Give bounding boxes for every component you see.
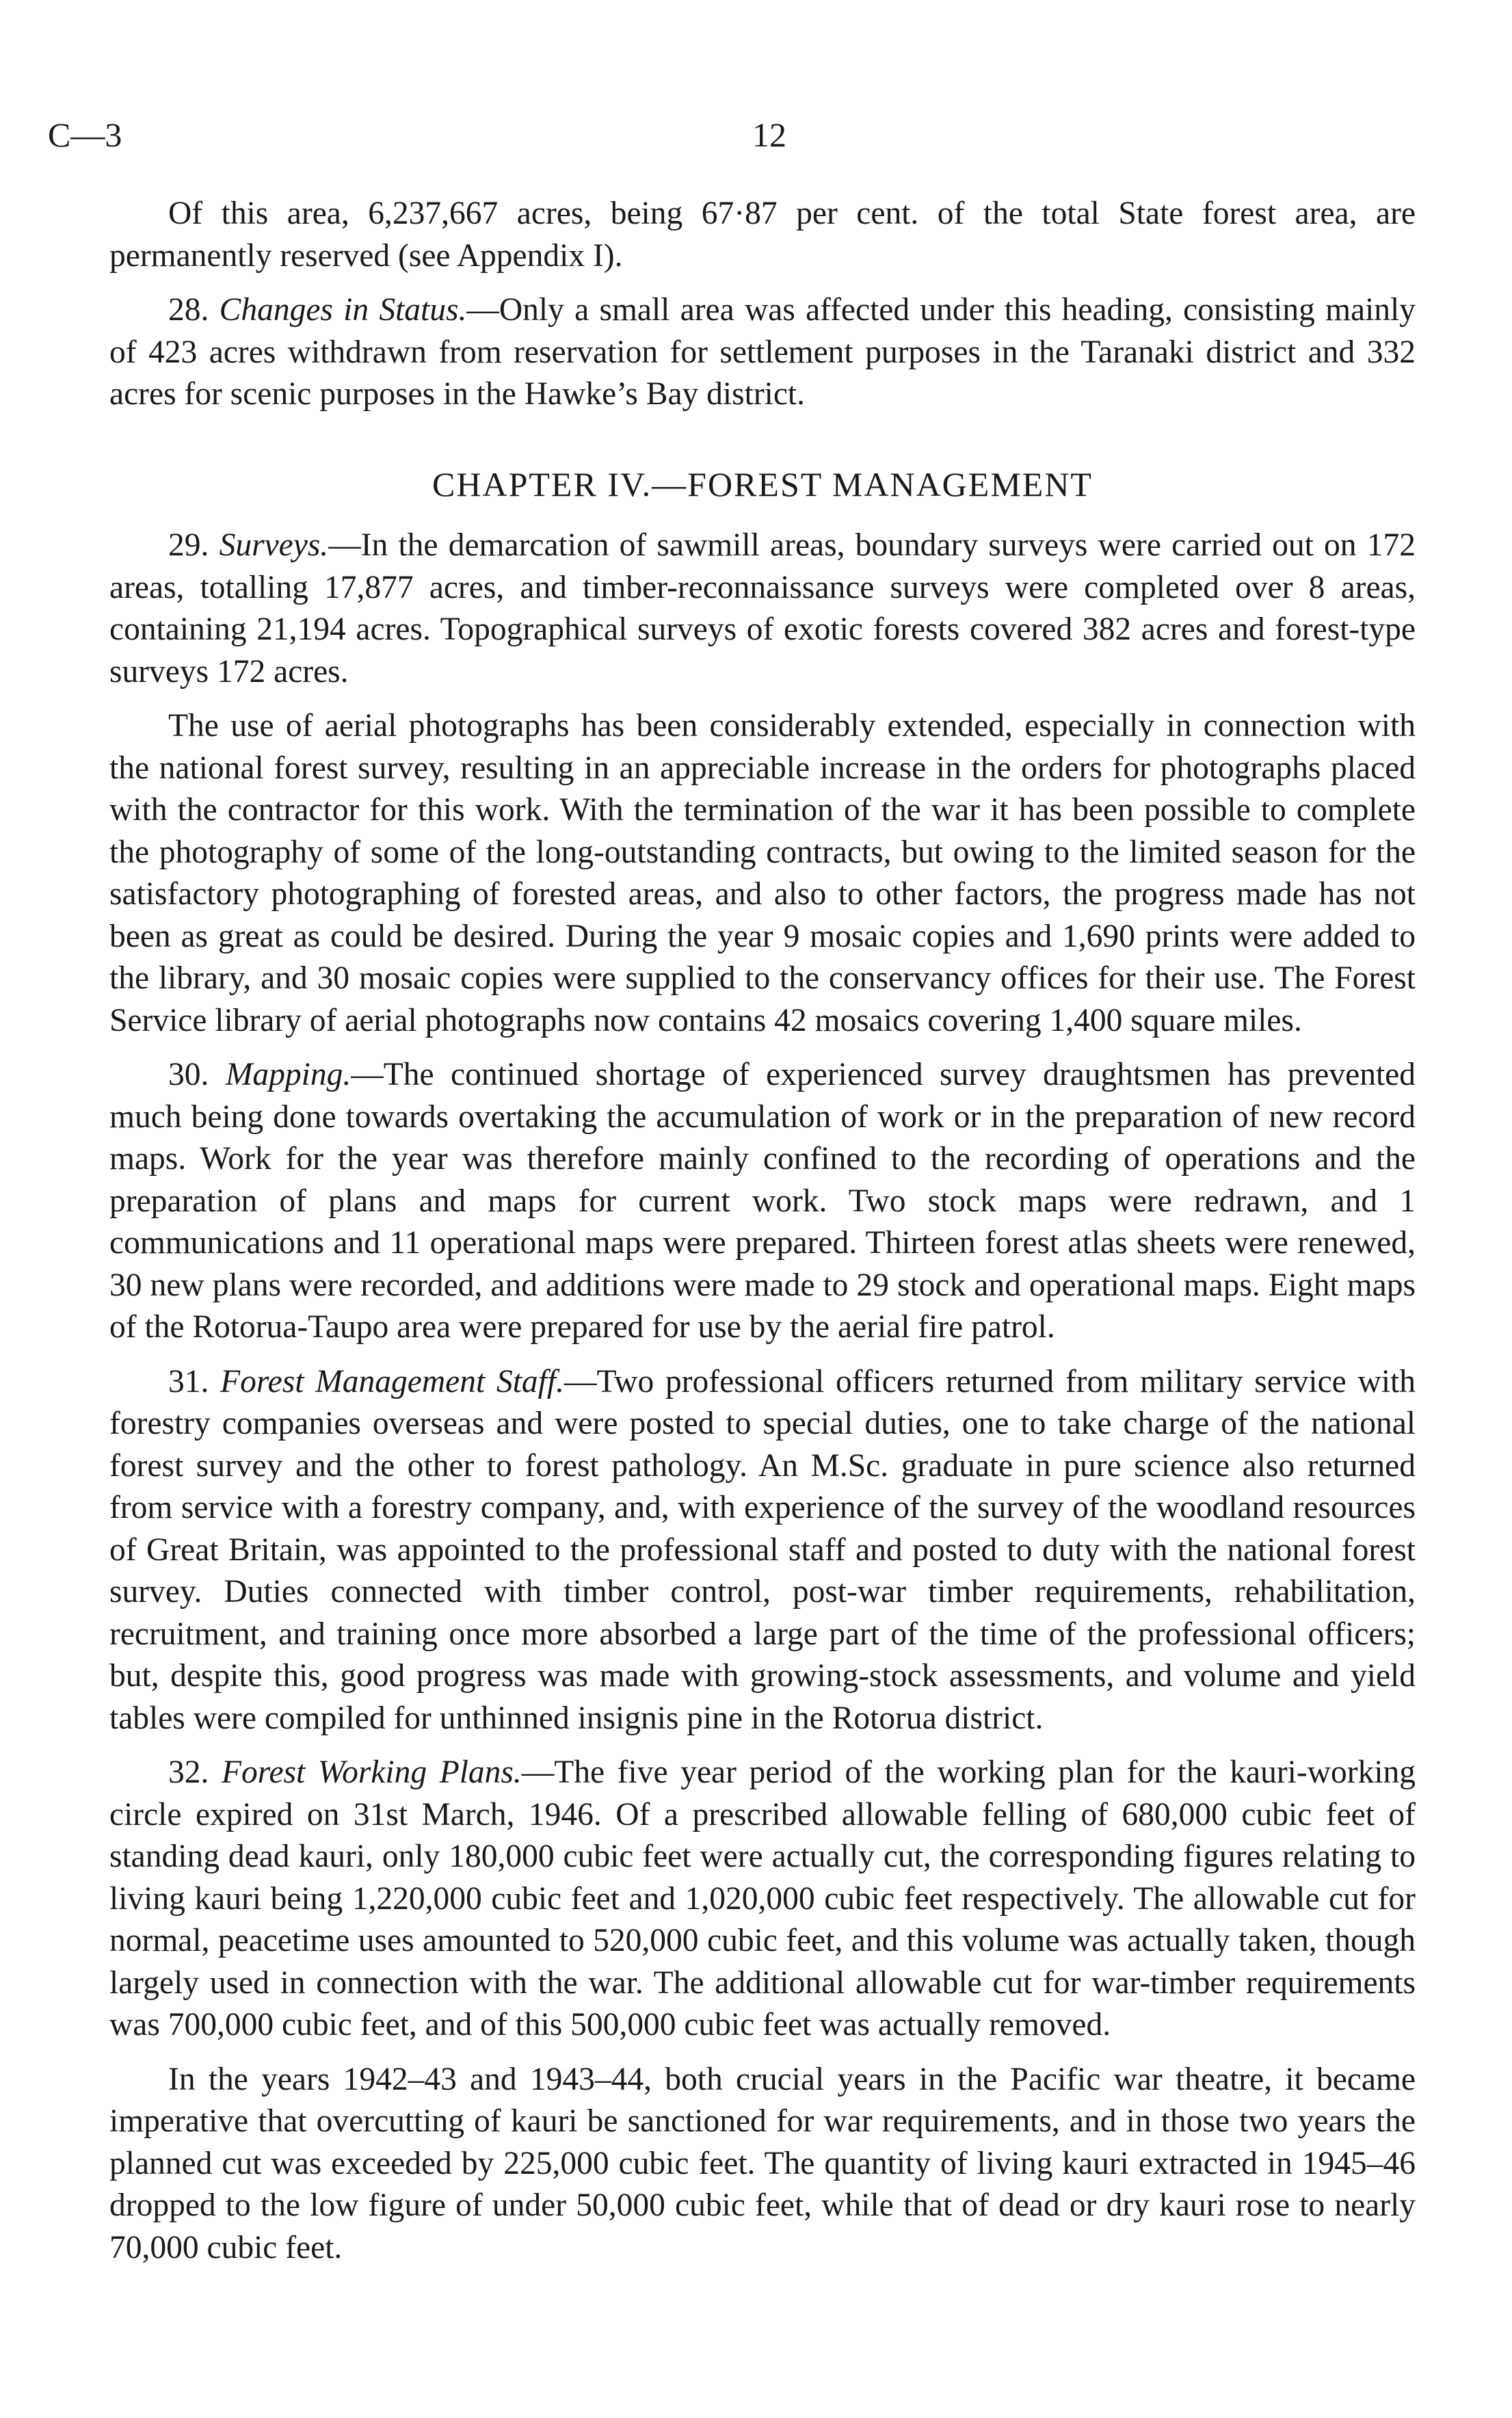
paragraph-32b: In the years 1942–43 and 1943–44, both crucial years in the Pacific war theatre, it became imperative that overcutting of kauri be sanctioned for war requirements, and in those two years the planned cut was exceeded by 225,000 cubic feet. The quantity of living kauri extracted in 1945–46 dropped to the low figure of under 50,000 cubic feet, while that of dead or dry kauri rose to nearly 70,000 cubic feet. <box>109 2061 1416 2265</box>
paragraph-29: 29. Surveys.—In the demarcation of sawmill areas, boundary surveys were carried out on 172 areas, totalling 17,877 acres, and timber-reconnaissance surveys were completed over 8 areas, containing 21,194 acres. Topographical surveys of exotic forests covered 382 acres and forest-type surveys 172 acres. <box>109 527 1416 689</box>
section-heading: Changes in Status. <box>219 292 467 328</box>
section-number: 28. <box>168 292 209 328</box>
section-heading: Surveys. <box>219 527 329 563</box>
paragraph-30: 30. Mapping.—The continued shortage of experienced survey draughtsmen has prevented much being done towards overtaking the accumulation of work or in the preparation of new record maps. Work for the year was therefore mainly confined to the recording of operations and the preparation of plans and maps for current work. Two stock maps were redrawn, and 1 communications and 11 operational maps were prepared. Thirteen forest atlas sheets were renewed, 30 new plans were recorded, and additions were made to 29 stock and operational maps. Eight maps of the Rotorua-Taupo area were prepared for use by the aerial fire patrol. <box>109 1057 1416 1345</box>
section-number: 32. <box>168 1755 209 1790</box>
paragraph-intro: Of this area, 6,237,667 acres, being 67·87 per cent. of the total State forest area, are permanently reserved (see Appendix I). <box>109 196 1416 274</box>
page-header <box>48 115 1463 170</box>
section-number: 29. <box>168 527 209 563</box>
section-heading: Forest Management Staff. <box>220 1363 564 1399</box>
document-body <box>109 193 1416 2281</box>
section-number: 31. <box>168 1363 209 1399</box>
section-number: 30. <box>168 1057 209 1092</box>
chapter-title: CHAPTER IV.—FOREST MANAGEMENT <box>432 464 1093 503</box>
page-number: 12 <box>752 116 786 154</box>
section-heading: Mapping. <box>225 1057 352 1092</box>
paragraph-28: 28. Changes in Status.—Only a small area was affected under this heading, consisting mainly of 423 acres withdrawn from reservation for settlement purposes in the Taranaki district and 332 acres for scenic purposes in the Hawke’s Bay district. <box>109 292 1416 412</box>
paragraph-31: 31. Forest Management Staff.—Two professional officers returned from military service with forestry companies overseas and were posted to special duties, one to take charge of the national forest survey and the other to forest pathology. An M.Sc. graduate in pure science also returned from service with a forestry company, and, with experience of the survey of the woodland resources of Great Britain, was appointed to the professional staff and posted to duty with the national forest survey. Duties connected with timber control, post-war timber requirements, rehabilitation, recruitment, and training once more absorbed a large part of the time of the professional officers; but, despite this, good progress was made with growing-stock assessments, and volume and yield tables were compiled for unthinned insignis pine in the Rotorua district. <box>109 1363 1416 1736</box>
paragraph-32: 32. Forest Working Plans.—The five year period of the working plan for the kauri-working circle expired on 31st March, 1946. Of a prescribed allowable felling of 680,000 cubic feet of standing dead kauri, only 180,000 cubic feet were actually cut, the corresponding figures relating to living kauri being 1,220,000 cubic feet and 1,020,000 cubic feet respectively. The allowable cut for normal, peacetime uses amounted to 520,000 cubic feet, and this volume was actually taken, though largely used in connection with the war. The additional allowable cut for war-timber requirements was 700,000 cubic feet, and of this 500,000 cubic feet was actually removed. <box>109 1755 1416 2042</box>
paragraph-29b: The use of aerial photographs has been considerably extended, especially in connection with the national forest survey, resulting in an appreciable increase in the orders for photographs placed with the contractor for this work. With the termination of the war it has been possible to complete the photography of some of the long-outstanding contracts, but owing to the limited season for the satisfactory photographing of forested areas, and also to other factors, the progress made has not been as great as could be desired. During the year 9 mosaic copies and 1,690 prints were added to the library, and 30 mosaic copies were supplied to the conservancy offices for their use. The Forest Service library of aerial photographs now contains 42 mosaics covering 1,400 square miles. <box>109 708 1416 1038</box>
section-heading: Forest Working Plans. <box>222 1755 522 1790</box>
document-code: C—3 <box>48 116 122 154</box>
